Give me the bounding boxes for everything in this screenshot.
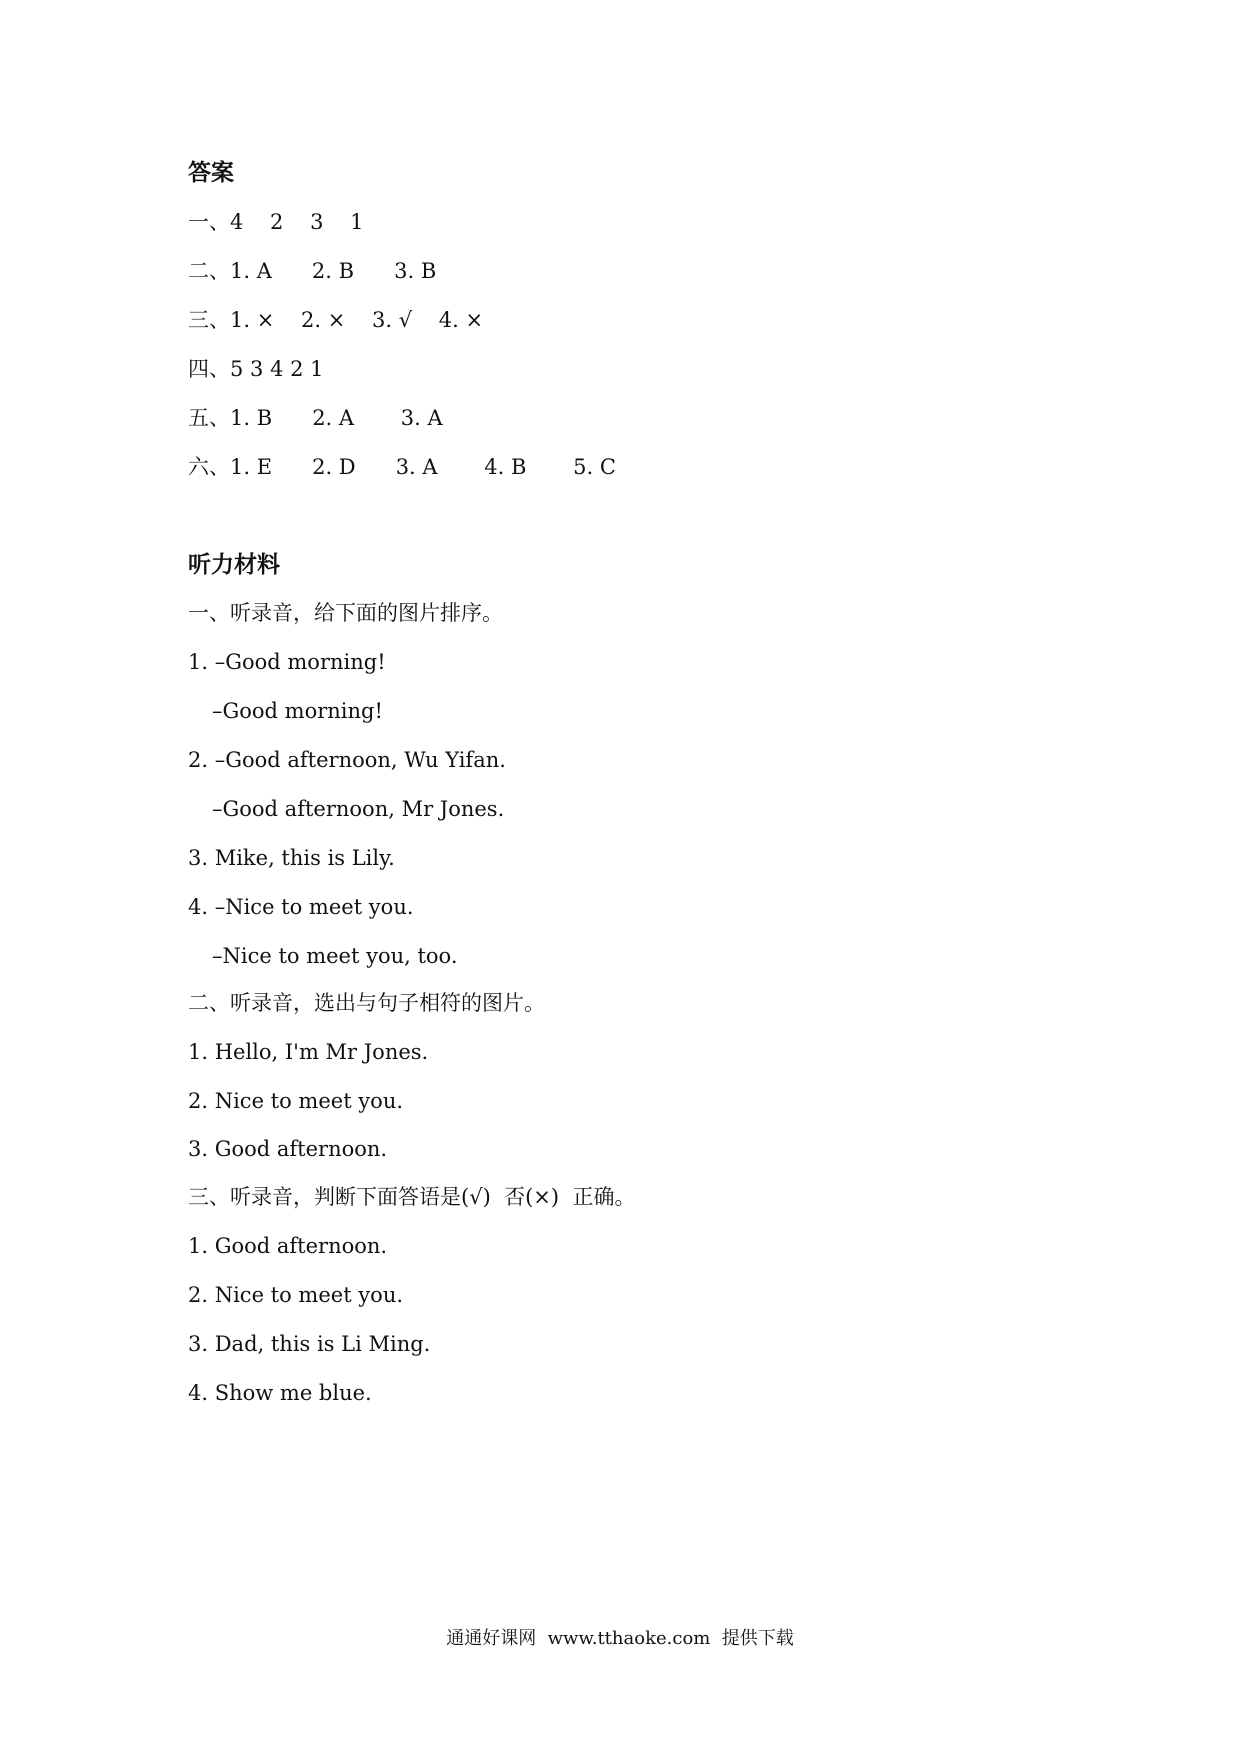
part3-line-4: 4. Show me blue.	[188, 1381, 372, 1405]
answer-line-6: 六、1. E 2. D 3. A 4. B 5. C	[188, 455, 616, 479]
part1-line-2: –Good morning!	[212, 699, 383, 723]
part2-line-3: 3. Good afternoon.	[188, 1137, 388, 1161]
answer-line-5: 五、1. B 2. A 3. A	[188, 406, 443, 430]
part1-line-4: –Good afternoon, Mr Jones.	[212, 797, 505, 821]
answer-line-1: 一、4 2 3 1	[188, 210, 364, 234]
part2-line-1: 1. Hello, I'm Mr Jones.	[188, 1040, 429, 1064]
part1-line-1: 1. –Good morning!	[188, 650, 386, 674]
part1-line-6: 4. –Nice to meet you.	[188, 895, 414, 919]
part2-heading: 二、听录音，选出与句子相符的图片。	[188, 991, 545, 1015]
part1-line-5: 3. Mike, this is Lily.	[188, 846, 395, 870]
answer-line-4: 四、5 3 4 2 1	[188, 357, 324, 381]
part3-line-2: 2. Nice to meet you.	[188, 1283, 404, 1307]
part3-line-3: 3. Dad, this is Li Ming.	[188, 1332, 431, 1356]
part1-heading: 一、听录音，给下面的图片排序。	[188, 601, 503, 625]
part3-line-1: 1. Good afternoon.	[188, 1234, 388, 1258]
answer-line-2: 二、1. A 2. B 3. B	[188, 259, 437, 283]
part3-heading: 三、听录音，判断下面答语是(√) 否(×) 正确。	[188, 1185, 636, 1209]
answer-line-3: 三、1. × 2. × 3. √ 4. ×	[188, 308, 484, 332]
part2-line-2: 2. Nice to meet you.	[188, 1089, 404, 1113]
part1-line-7: –Nice to meet you, too.	[212, 944, 458, 968]
answers-title: 答案	[188, 160, 234, 186]
part1-line-3: 2. –Good afternoon, Wu Yifan.	[188, 748, 506, 772]
listening-title: 听力材料	[188, 552, 280, 578]
page-footer: 通通好课网 www.tthaoke.com 提供下载	[446, 1628, 794, 1649]
